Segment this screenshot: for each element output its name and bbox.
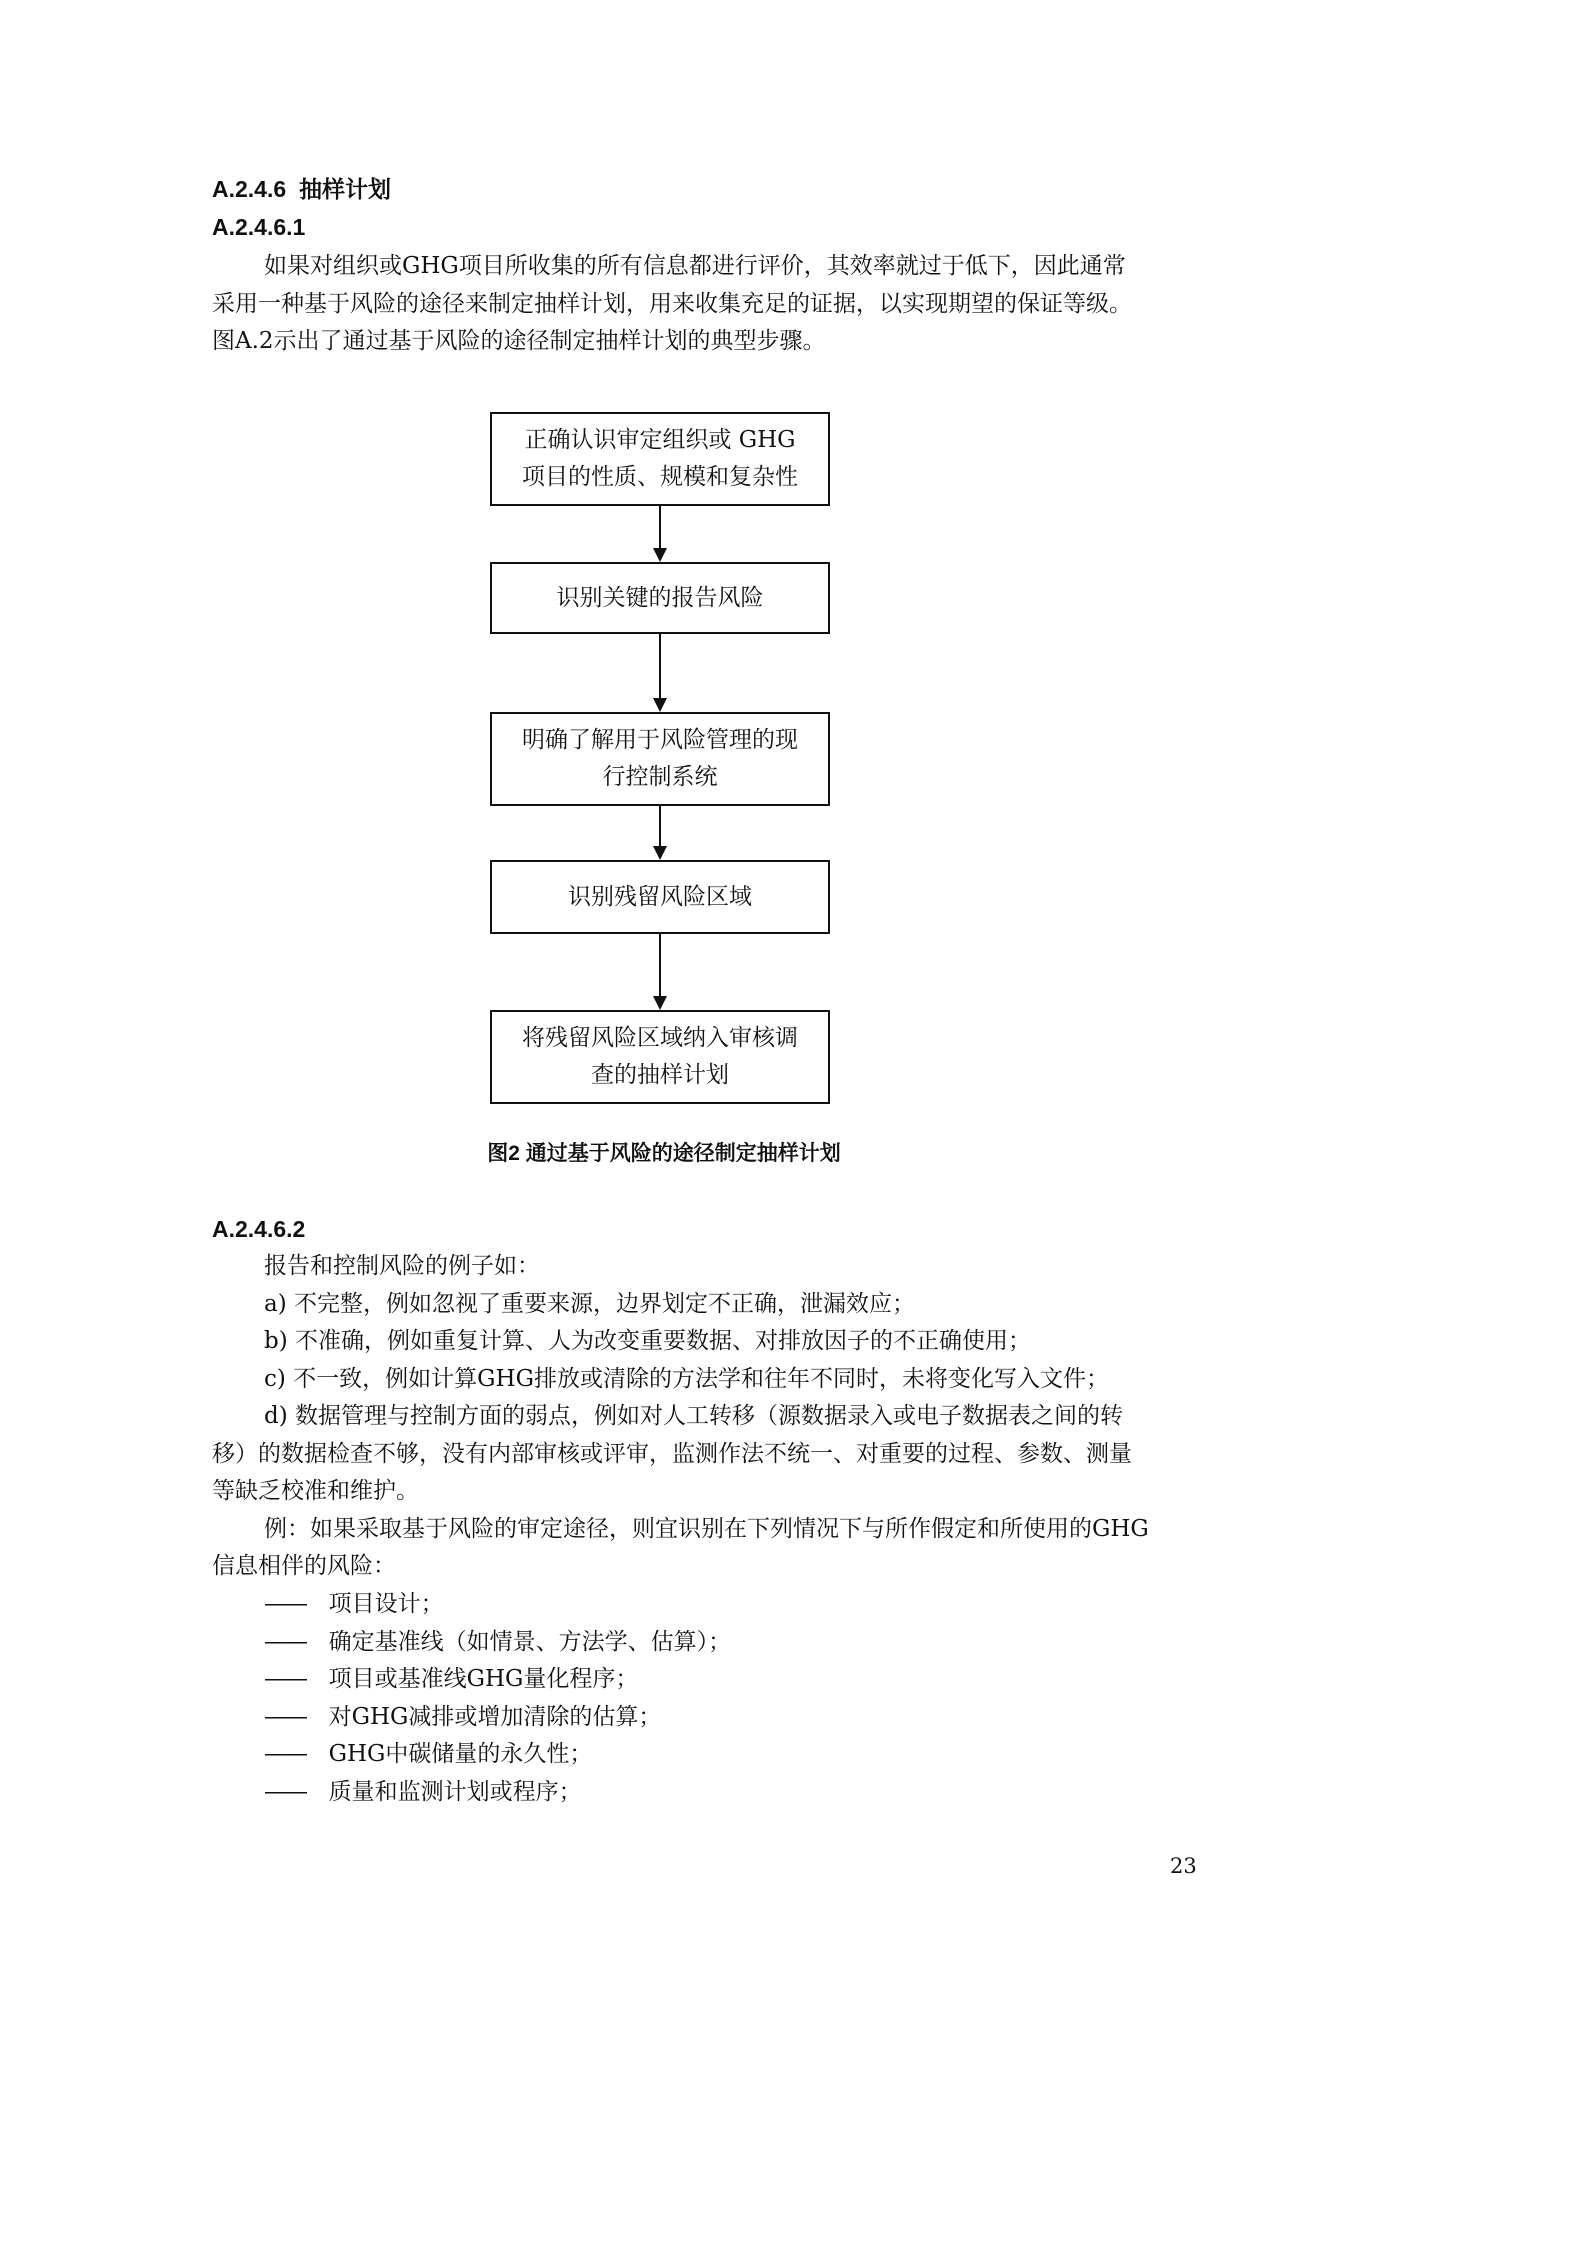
flowchart-step-4 [490, 860, 830, 934]
flowchart-arrow-1 [650, 506, 670, 562]
dash-list-item [212, 1624, 1202, 1662]
flowchart-step-1 [490, 412, 830, 506]
sub2-body [212, 1248, 1202, 1586]
sub1-paragraph-line-1: 如果对组织或GHG项目所收集的所有信息都进行评价，其效率就过于低下，因此通常 [264, 253, 1126, 279]
flowchart-arrow-4 [650, 934, 670, 1010]
dash-list-item [212, 1661, 1202, 1699]
section-heading-number: A.2.4.6 [212, 176, 287, 202]
dash-list-item-text: GHG中碳储量的永久性； [328, 1741, 593, 1767]
flowchart-arrow-3 [650, 806, 670, 860]
dash-marker: —— [264, 1703, 306, 1730]
sub1-paragraph [212, 248, 1202, 361]
flowchart-step-2-line-1: 识别关键的报告风险 [556, 584, 764, 611]
flowchart-step-5 [490, 1010, 830, 1104]
risk-item-b: b) 不准确，例如重复计算、人为改变重要数据、对排放因子的不正确使用； [264, 1328, 1032, 1354]
dash-list-item-text: 对GHG减排或增加清除的估算； [328, 1703, 662, 1730]
dash-marker: —— [264, 1778, 306, 1805]
dash-list-item [212, 1774, 1202, 1812]
figure-caption: 图2 通过基于风险的途径制定抽样计划 [487, 1142, 841, 1165]
dash-marker: —— [264, 1628, 306, 1655]
risk-item-d-line-3: 等缺乏校准和维护。 [212, 1478, 419, 1504]
dash-list-item [212, 1699, 1202, 1737]
example-line-2: 信息相伴的风险： [212, 1553, 396, 1579]
flowchart-step-2 [490, 562, 830, 634]
flowchart-step-3-line-1: 明确了解用于风险管理的现 [522, 727, 798, 753]
risk-item-d-line-2: 移）的数据检查不够，没有内部审核或评审，监测作法不统一、对重要的过程、参数、测量 [212, 1440, 1132, 1467]
dash-list-item [212, 1586, 1202, 1624]
dash-list-item-text: 质量和监测计划或程序； [328, 1778, 582, 1805]
flowchart-step-1-line-1: 正确认识审定组织或 GHG [524, 427, 796, 453]
flowchart-step-5-line-1: 将残留风险区域纳入审核调 [522, 1025, 798, 1051]
sub2-intro: 报告和控制风险的例子如： [264, 1253, 540, 1279]
subsection-heading-1: A.2.4.6.1 [212, 214, 306, 240]
dash-marker: —— [264, 1666, 306, 1692]
risk-item-c: c) 不一致，例如计算GHG排放或清除的方法学和往年不同时，未将变化写入文件； [264, 1365, 1109, 1392]
dash-marker: —— [264, 1741, 306, 1767]
dash-list-item [212, 1736, 1202, 1774]
sub1-paragraph-line-3: 图A.2示出了通过基于风险的途径制定抽样计划的典型步骤。 [212, 328, 826, 354]
risk-dash-list [212, 1586, 1202, 1811]
section-heading-title: 抽样计划 [298, 176, 391, 202]
risk-item-a: a) 不完整，例如忽视了重要来源，边界划定不正确，泄漏效应； [264, 1290, 915, 1317]
page-number: 23 [1170, 1854, 1197, 1878]
flowchart-step-4-line-1: 识别残留风险区域 [568, 883, 752, 910]
dash-marker: —— [264, 1591, 306, 1617]
flowchart-step-1-line-2: 项目的性质、规模和复杂性 [522, 464, 798, 490]
dash-list-item-text: 确定基准线（如情景、方法学、估算）； [328, 1628, 732, 1655]
subsection-heading-2: A.2.4.6.2 [212, 1216, 306, 1242]
dash-list-item-text: 项目或基准线GHG量化程序； [328, 1666, 639, 1692]
risk-item-d-line-1: d) 数据管理与控制方面的弱点，例如对人工转移（源数据录入或电子数据表之间的转 [264, 1403, 1124, 1429]
dash-list-item-text: 项目设计； [328, 1591, 444, 1617]
flowchart-step-5-line-2: 查的抽样计划 [591, 1062, 729, 1088]
section-heading [212, 174, 391, 204]
flowchart-step-3-line-2: 行控制系统 [602, 764, 718, 790]
sub1-paragraph-line-2: 采用一种基于风险的途径来制定抽样计划，用来收集充足的证据，以实现期望的保证等级。 [212, 290, 1132, 317]
flowchart-arrow-2 [650, 634, 670, 712]
example-line-1: 例：如果采取基于风险的审定途径，则宜识别在下列情况下与所作假定和所使用的GHG [264, 1515, 1149, 1542]
flowchart-step-3 [490, 712, 830, 806]
